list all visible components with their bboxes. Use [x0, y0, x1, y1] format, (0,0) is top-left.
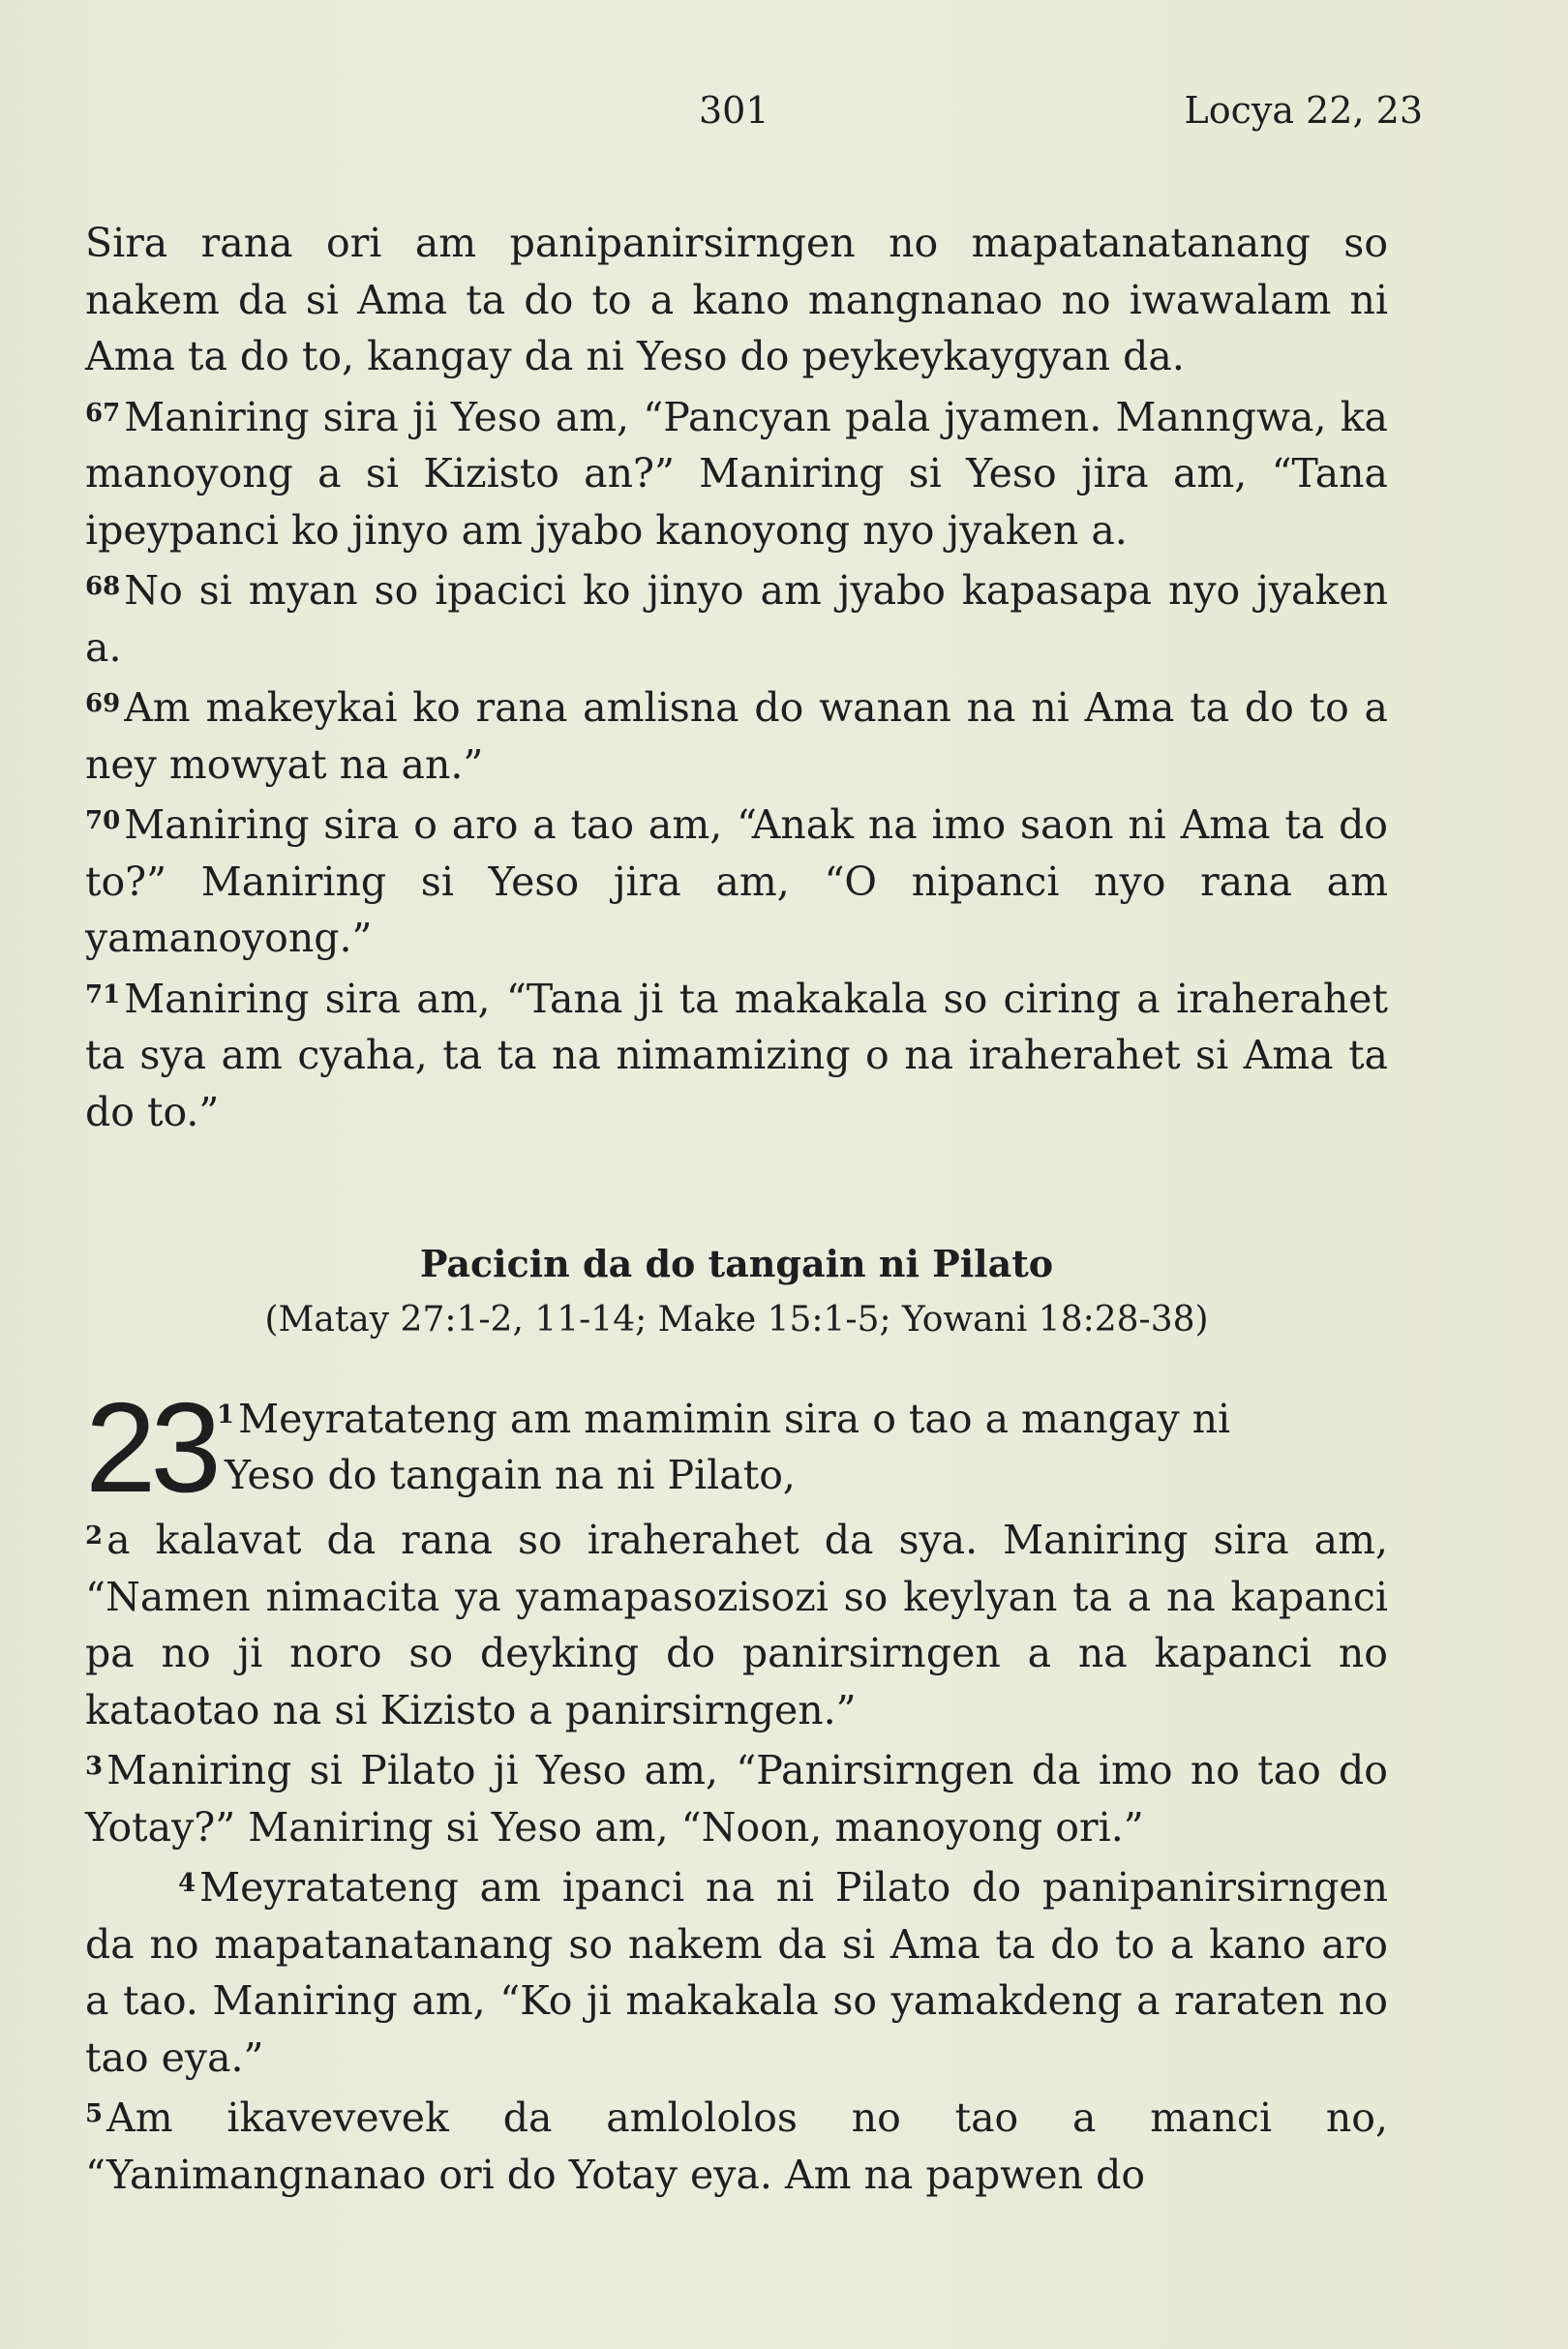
verse-69	[85, 676, 1388, 793]
verse-number: 68	[85, 572, 121, 601]
verse-text: No si myan so ipacici ko jinyo am jyabo kapasapa nyo jyaken a.	[85, 567, 1388, 671]
verse-number: 67	[85, 398, 121, 428]
top-text-block	[85, 215, 1388, 1140]
running-head: Locya 22, 23	[1184, 89, 1423, 132]
verse-text: Am makeykai ko rana amlisna do wanan na ni Ama ta do to a ney mowyat na an.”	[85, 684, 1388, 788]
verse-4	[85, 1855, 1388, 2086]
verse-number: 4	[178, 1869, 196, 1898]
chapter-number: 23	[85, 1376, 216, 1519]
verse-number: 69	[85, 689, 121, 718]
verse-2	[85, 1508, 1388, 1738]
verse-number: 5	[85, 2099, 104, 2128]
chapter-text-block	[85, 1508, 1388, 2203]
verse-67	[85, 385, 1388, 559]
verse-text: Meyratateng am mamimin sira o tao a mangay ni	[238, 1396, 1231, 1442]
verse-1-line-2: Yeso do tangain na ni Pilato,	[225, 1452, 796, 1498]
verse-text: Meyratateng am ipanci na ni Pilato do panipanirsirngen da no mapatanatanang so nakem da si Ama ta do to a kano aro a tao. Maniring am, “Ko ji makakala so yamakdeng a raraten no tao eya.”	[85, 1864, 1388, 2081]
verse-70	[85, 793, 1388, 967]
verse-text: Maniring sira ji Yeso am, “Pancyan pala jyamen. Manngwa, ka manoyong a si Kizisto an?” Maniring si Yeso jira am, “Tana ipeypanci ko jinyo am jyabo kanoyong nyo jyaken a.	[85, 393, 1388, 554]
verse-68	[85, 558, 1388, 676]
verse-text: Maniring si Pilato ji Yeso am, “Panirsirngen da imo no tao do Yotay?” Maniring si Yeso am, “Noon, manoyong ori.”	[85, 1747, 1388, 1851]
verse-3	[85, 1738, 1388, 1855]
verse-1-line-1	[217, 1396, 1230, 1442]
verse-number: 3	[85, 1752, 104, 1781]
verse-number: 71	[85, 979, 121, 1009]
page-number: 301	[699, 89, 769, 132]
page-header	[85, 89, 1423, 147]
verse-text: Maniring sira am, “Tana ji ta makakala so ciring a iraherahet ta sya am cyaha, ta ta na nimamizing o na iraherahet si Ama ta do to.”	[85, 975, 1388, 1135]
intro-paragraph: Sira rana ori am panipanirsirngen no mapatanatanang so nakem da si Ama ta do to a kano mangnanao no iwawalam ni Ama ta do to, kangay da ni Yeso do peykeykaygyan da.	[85, 220, 1388, 379]
section-title: Pacicin da do tangain ni Pilato	[419, 1242, 1054, 1285]
verse-number: 2	[85, 1521, 104, 1551]
verse-number: 1	[217, 1400, 235, 1430]
verse-text: a kalavat da rana so iraherahet da sya. Maniring sira am, “Namen nimacita ya yamapasozisozi so keylyan ta a na kapanci pa no ji noro so deyking do panirsirngen a na kapanci no kataotao na si Kizisto a panirsirngen.”	[85, 1517, 1388, 1733]
verse-71	[85, 967, 1388, 1141]
verse-text: Maniring sira o aro a tao am, “Anak na imo saon ni Ama ta do to?” Maniring si Yeso jira am, “O nipanci nyo rana am yamanoyong.”	[85, 801, 1388, 961]
verse-text: Am ikavevevek da amlololos no tao a manci no, “Yanimangnanao ori do Yotay eya. Am na papwen do	[85, 2094, 1388, 2198]
section-references: (Matay 27:1-2, 11-14; Make 15:1-5; Yowani 18:28-38)	[264, 1300, 1209, 1340]
verse-5	[85, 2086, 1388, 2203]
verse-number: 70	[85, 806, 121, 835]
